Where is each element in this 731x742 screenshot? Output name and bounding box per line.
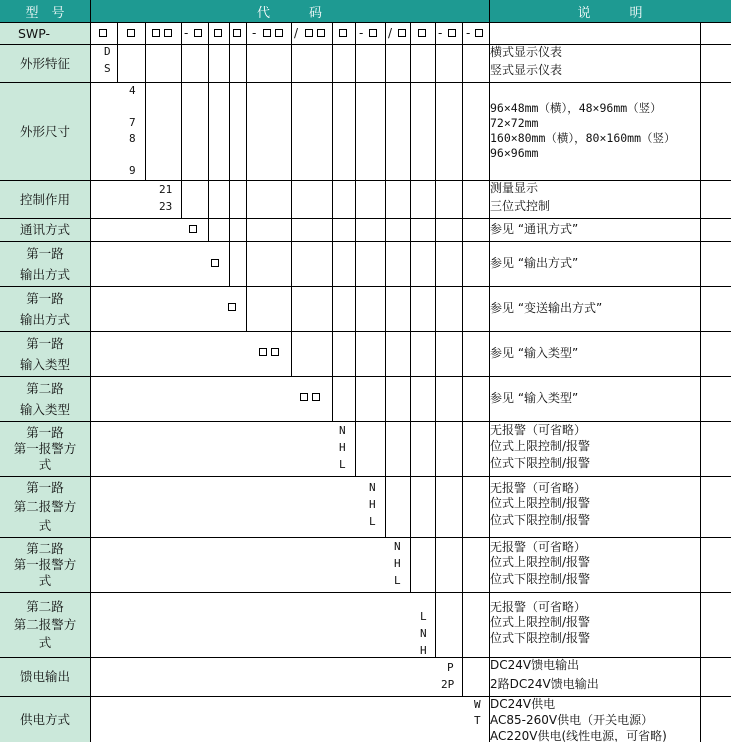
description-text: DC24V馈电输出 xyxy=(490,658,580,672)
description-text: 参见 “通讯方式” xyxy=(490,222,579,236)
code-placeholder-box xyxy=(275,29,283,37)
code-value: H xyxy=(420,644,427,657)
code-value: H xyxy=(369,498,376,511)
code-value: H xyxy=(394,557,401,570)
grid-line xyxy=(0,657,731,658)
code-placeholder-box xyxy=(211,259,219,267)
grid-line xyxy=(0,592,731,593)
code-value: 2P xyxy=(441,678,455,691)
description-text: DC24V供电 xyxy=(490,697,556,711)
code-value: T xyxy=(474,714,481,727)
code-placeholder-box xyxy=(233,29,241,37)
code-dash: - xyxy=(359,26,364,40)
code-placeholder-box xyxy=(339,29,347,37)
code-value: P xyxy=(447,661,454,674)
grid-line xyxy=(0,421,731,422)
description-text: 三位式控制 xyxy=(490,199,551,213)
grid-line xyxy=(208,22,209,241)
code-placeholder-box xyxy=(152,29,160,37)
code-slash: / xyxy=(388,26,393,40)
label-text: 通讯方式 xyxy=(19,222,70,237)
label-text: 输出方式 xyxy=(19,311,70,327)
description-text: 位式上限控制/报警 xyxy=(490,615,591,629)
code-placeholder-box xyxy=(164,29,172,37)
label-text: 第一路 xyxy=(26,424,64,440)
description-text: 无报警（可省略） xyxy=(490,600,587,614)
grid-line xyxy=(0,537,731,538)
code-placeholder-box xyxy=(317,29,325,37)
code-value: 4 xyxy=(129,84,136,97)
code-dash: - xyxy=(466,26,471,40)
code-placeholder-box xyxy=(475,29,483,37)
description-text: 位式上限控制/报警 xyxy=(490,439,591,453)
code-dash: - xyxy=(184,26,189,40)
row-label-power xyxy=(0,696,90,742)
label-text: 式 xyxy=(38,572,52,588)
description-text: 72×72mm xyxy=(490,116,539,130)
description-text: 参见 “输入类型” xyxy=(490,391,579,405)
description-text: 参见 “输出方式” xyxy=(490,256,579,270)
description-text: 160×80mm（横），80×160mm（竖） xyxy=(490,131,676,145)
label-text: 式 xyxy=(38,518,52,533)
grid-line xyxy=(0,696,731,697)
grid-line xyxy=(435,22,436,657)
grid-line xyxy=(0,218,731,219)
code-placeholder-box xyxy=(398,29,406,37)
code-placeholder-box xyxy=(228,303,236,311)
label-text: 第二路 xyxy=(26,598,64,614)
grid-line xyxy=(0,376,731,377)
row-label-comm xyxy=(0,218,90,241)
label-text: 第一路 xyxy=(26,335,64,351)
description-text: 竖式显示仪表 xyxy=(490,63,563,77)
code-placeholder-box xyxy=(312,393,320,401)
grid-line xyxy=(117,22,118,82)
description-text: 96×48mm（横），48×96mm（竖） xyxy=(490,101,662,115)
code-placeholder-box xyxy=(369,29,377,37)
grid-line xyxy=(0,286,731,287)
grid-line xyxy=(0,22,731,23)
label-text: 输入类型 xyxy=(19,356,70,372)
description-text: AC85-260V供电（开关电源） xyxy=(490,713,654,727)
code-placeholder-box xyxy=(418,29,426,37)
code-placeholder-box xyxy=(127,29,135,37)
grid-line xyxy=(355,22,356,476)
code-value: D xyxy=(104,45,111,58)
row-label-control xyxy=(0,180,90,218)
code-value: 7 xyxy=(129,116,136,129)
label-text: 第一路 xyxy=(26,480,64,495)
header-description: 说 明 xyxy=(489,0,731,22)
header-model: 型 号 xyxy=(0,0,90,22)
description-text: 位式下限控制/报警 xyxy=(490,456,591,470)
code-value: S xyxy=(104,62,111,75)
grid-line xyxy=(332,22,333,421)
row-label-output2 xyxy=(0,286,90,331)
label-text: 第一路 xyxy=(26,245,64,261)
label-text: 第一报警方 xyxy=(13,440,77,456)
code-placeholder-box xyxy=(271,348,279,356)
grid-line xyxy=(0,82,731,83)
code-placeholder-box xyxy=(259,348,267,356)
label-text: 第一报警方 xyxy=(13,556,77,572)
code-value: H xyxy=(339,441,346,454)
code-value: 9 xyxy=(129,164,136,177)
grid-line xyxy=(0,476,731,477)
description-text: 位式下限控制/报警 xyxy=(490,513,591,527)
code-value: 23 xyxy=(159,200,173,213)
model-prefix-cell xyxy=(0,22,90,44)
code-value: L xyxy=(369,515,376,528)
grid-line xyxy=(410,22,411,592)
grid-line xyxy=(700,22,701,742)
description-text: 参见 “变送输出方式” xyxy=(490,301,603,315)
model-prefix: SWP- xyxy=(18,25,51,41)
grid-line xyxy=(291,22,292,376)
grid-line xyxy=(229,22,230,286)
code-placeholder-box xyxy=(448,29,456,37)
grid-line xyxy=(0,180,731,181)
code-value: N xyxy=(394,540,401,553)
code-value: L xyxy=(394,574,401,587)
code-value: N xyxy=(420,627,427,640)
code-placeholder-box xyxy=(194,29,202,37)
label-text: 外形尺寸 xyxy=(19,123,70,139)
row-label-input1 xyxy=(0,331,90,376)
description-text: 位式上限控制/报警 xyxy=(490,555,591,569)
description-text: 2路DC24V馈电输出 xyxy=(490,677,599,691)
label-text: 第一路 xyxy=(26,290,64,306)
row-label-input2 xyxy=(0,376,90,421)
description-text: 测量显示 xyxy=(490,181,539,195)
code-value: L xyxy=(420,610,427,623)
code-placeholder-box xyxy=(263,29,271,37)
label-text: 供电方式 xyxy=(19,711,70,727)
grid-line xyxy=(90,0,91,742)
description-text: 横式显示仪表 xyxy=(490,45,563,59)
description-text: 位式下限控制/报警 xyxy=(490,631,591,645)
code-placeholder-box xyxy=(189,225,197,233)
label-text: 输出方式 xyxy=(19,266,70,282)
code-dash: - xyxy=(252,26,257,40)
row-label-shape xyxy=(0,44,90,82)
description-text: 无报警（可省略） xyxy=(490,423,587,437)
header-code: 代 码 xyxy=(90,0,489,22)
description-text: 位式上限控制/报警 xyxy=(490,496,591,510)
code-value: L xyxy=(339,458,346,471)
code-slash: / xyxy=(294,26,299,40)
row-label-feed xyxy=(0,657,90,696)
grid-line xyxy=(246,22,247,331)
row-label-alarm-1-1 xyxy=(0,421,90,476)
row-label-output1 xyxy=(0,241,90,286)
code-placeholder-box xyxy=(305,29,313,37)
row-label-size xyxy=(0,82,90,180)
grid-line xyxy=(0,331,731,332)
label-text: 馈电输出 xyxy=(19,669,70,684)
code-placeholder-box xyxy=(214,29,222,37)
label-text: 式 xyxy=(38,456,52,472)
label-text: 式 xyxy=(38,634,52,650)
code-value: N xyxy=(369,481,376,494)
label-text: 第二路 xyxy=(26,380,64,396)
description-text: 参见 “输入类型” xyxy=(490,346,579,360)
label-text: 第二报警方 xyxy=(13,616,77,632)
description-text: 96×96mm xyxy=(490,146,539,160)
code-value: 21 xyxy=(159,183,173,196)
code-value: 8 xyxy=(129,132,136,145)
label-text: 控制作用 xyxy=(19,191,70,207)
row-label-alarm-2-1 xyxy=(0,537,90,592)
label-text: 输入类型 xyxy=(19,401,70,417)
row-label-alarm-1-2 xyxy=(0,476,90,537)
code-placeholder-box xyxy=(300,393,308,401)
grid-line xyxy=(181,22,182,218)
grid-line xyxy=(145,22,146,180)
code-value: W xyxy=(474,698,481,711)
description-text: 无报警（可省略） xyxy=(490,540,587,554)
grid-line xyxy=(0,241,731,242)
label-text: 外形特征 xyxy=(19,55,70,71)
code-value: N xyxy=(339,424,346,437)
label-text: 第二报警方 xyxy=(13,499,77,514)
code-dash: - xyxy=(438,26,443,40)
description-text: 无报警（可省略） xyxy=(490,481,587,495)
grid-line xyxy=(385,22,386,537)
description-text: 位式下限控制/报警 xyxy=(490,572,591,586)
label-text: 第二路 xyxy=(26,540,64,556)
row-label-alarm-2-2 xyxy=(0,592,90,657)
description-text: AC220V供电(线性电源，可省略) xyxy=(490,729,667,742)
grid-line xyxy=(462,22,463,696)
code-placeholder-box xyxy=(99,29,107,37)
